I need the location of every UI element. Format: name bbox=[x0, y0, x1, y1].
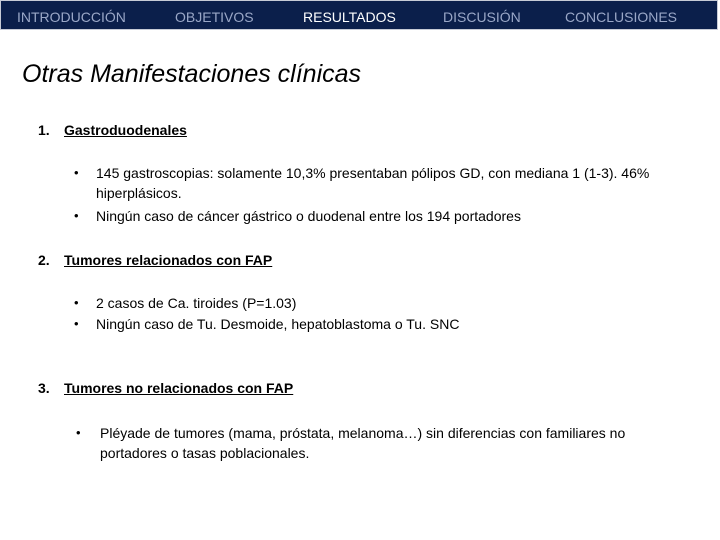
bullet-icon: • bbox=[76, 425, 81, 440]
bullet-text: 2 casos de Ca. tiroides (P=1.03) bbox=[96, 295, 297, 311]
bullet-item bbox=[74, 206, 694, 226]
section-heading-gastroduodenales bbox=[38, 122, 187, 138]
nav-item-introduccion[interactable]: INTRODUCCIÓN bbox=[17, 9, 126, 25]
bullet-icon: • bbox=[74, 316, 79, 331]
bullet-item bbox=[74, 293, 694, 313]
bullet-text: Ningún caso de cáncer gástrico o duodenal entre los 194 portadores bbox=[96, 208, 521, 224]
bullet-text: 145 gastroscopias: solamente 10,3% presentaban pólipos GD, con mediana 1 (1-3). 46% hiperplásicos. bbox=[96, 165, 650, 201]
section-label: Tumores no relacionados con FAP bbox=[64, 380, 294, 396]
section-nav-bar bbox=[0, 0, 718, 30]
bullet-text: Pléyade de tumores (mama, próstata, melanoma…) sin diferencias con familiares no portadores o tasas poblacionales. bbox=[100, 425, 626, 461]
section-heading-tumores-no-fap bbox=[38, 380, 293, 396]
bullet-icon: • bbox=[74, 295, 79, 310]
bullet-item bbox=[76, 423, 696, 463]
nav-item-objetivos[interactable]: OBJETIVOS bbox=[175, 9, 254, 25]
section-number: 2. bbox=[38, 252, 50, 268]
section-number: 3. bbox=[38, 380, 50, 396]
nav-item-discusion[interactable]: DISCUSIÓN bbox=[443, 9, 521, 25]
section-label: Gastroduodenales bbox=[64, 122, 187, 138]
nav-item-conclusiones[interactable]: CONCLUSIONES bbox=[565, 9, 678, 25]
bullet-text: Ningún caso de Tu. Desmoide, hepatoblastoma o Tu. SNC bbox=[96, 316, 460, 332]
section-number: 1. bbox=[38, 122, 50, 138]
bullet-item bbox=[74, 163, 694, 203]
bullet-icon: • bbox=[74, 165, 79, 180]
section-heading-tumores-fap bbox=[38, 252, 272, 268]
nav-item-resultados[interactable]: RESULTADOS bbox=[303, 9, 396, 25]
section-label: Tumores relacionados con FAP bbox=[64, 252, 273, 268]
bullet-item bbox=[74, 314, 694, 334]
bullet-icon: • bbox=[74, 208, 79, 223]
slide-title: Otras Manifestaciones clínicas bbox=[22, 60, 362, 88]
